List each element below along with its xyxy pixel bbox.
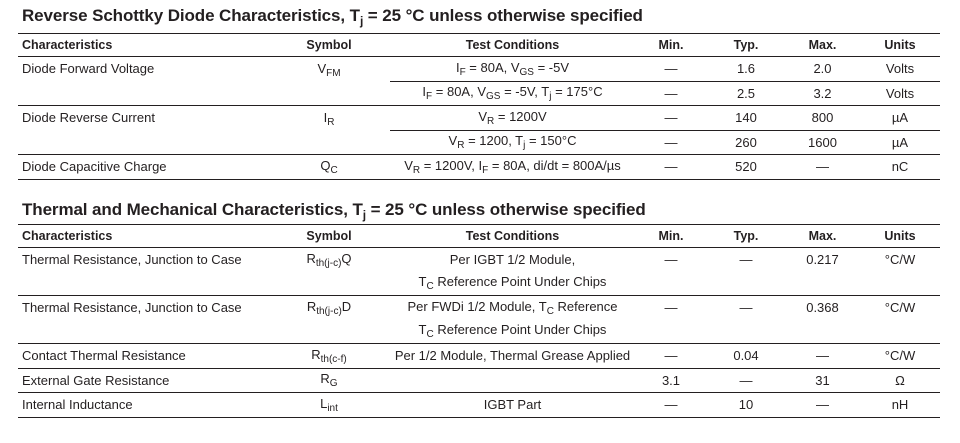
min-value: — [635, 155, 707, 180]
min-value: — [664, 61, 678, 77]
max-value: 2.0 [813, 61, 832, 77]
characteristic-name: External Gate Resistance [18, 368, 268, 393]
header-min: Min. [635, 225, 707, 248]
test-condition: Per IGBT 1/2 Module, [449, 252, 576, 268]
table-row [18, 320, 940, 344]
header-symbol: Symbol [268, 34, 390, 57]
header-max: Max. [785, 225, 860, 248]
max-value: 800 [785, 106, 860, 131]
header-test-conditions: Test Conditions [390, 34, 635, 57]
header-min: Min. [635, 34, 707, 57]
table-row [18, 296, 940, 320]
test-condition: IGBT Part [390, 393, 635, 418]
units-value: °C/W [884, 252, 916, 268]
schottky-header-row [18, 34, 940, 57]
max-value: 3.2 [785, 81, 860, 106]
test-condition [390, 368, 635, 393]
test-condition: $V_R = 1200V$, $I_F = 80A$, di/dt = 800A/µs [390, 155, 635, 180]
header-characteristics: Characteristics [18, 34, 268, 57]
units-value: Volts [885, 61, 915, 77]
units-value: °C/W [860, 344, 940, 369]
test-condition: $T_C$ Reference Point Under Chips [418, 274, 607, 293]
thermal-section-title: Thermal and Mechanical Characteristics, $T_j = 25$ °C unless otherwise specified [22, 200, 646, 222]
table-row [18, 272, 940, 296]
units-value: µA [860, 130, 940, 155]
symbol: $R_{th(j-c)}D$ [268, 296, 390, 320]
min-value: — [635, 344, 707, 369]
thermal-table [18, 224, 940, 418]
table-row [18, 393, 940, 418]
min-value: — [635, 106, 707, 131]
thermal-header-row [18, 225, 940, 248]
table-row [18, 57, 940, 82]
characteristic-name: Diode Reverse Current [18, 106, 268, 155]
characteristic-name: Diode Capacitive Charge [18, 155, 268, 180]
table-row [18, 155, 940, 180]
units-value: nC [860, 155, 940, 180]
max-value: 31 [785, 368, 860, 393]
max-value: 0.368 [785, 296, 860, 320]
max-value: 1600 [785, 130, 860, 155]
symbol: $R_G$ [268, 368, 390, 393]
typ-value: 140 [707, 106, 785, 131]
symbol: $Q_C$ [268, 155, 390, 180]
units-value: µA [860, 106, 940, 131]
typ-value: 2.5 [707, 81, 785, 106]
min-value: — [635, 296, 707, 320]
min-value: — [664, 252, 678, 268]
symbol: $R_{th(j-c)}Q$ [306, 250, 352, 269]
units-value: Volts [860, 81, 940, 106]
min-value: 3.1 [635, 368, 707, 393]
max-value: — [785, 393, 860, 418]
typ-value: 520 [707, 155, 785, 180]
test-condition: Per FWDi 1/2 Module, $T_C$ Reference [390, 296, 635, 320]
test-condition: $V_R = 1200$, $T_j = 150^\circ C$ [390, 130, 635, 155]
characteristic-name: Contact Thermal Resistance [18, 344, 268, 369]
schottky-table [18, 33, 940, 180]
header-characteristics: Characteristics [18, 225, 268, 248]
characteristic-name: Diode Forward Voltage [22, 61, 155, 76]
typ-value: 10 [707, 393, 785, 418]
table-row [18, 368, 940, 393]
max-value: — [785, 155, 860, 180]
table-row [18, 106, 940, 131]
max-value: 0.217 [806, 252, 839, 268]
typ-value: — [707, 368, 785, 393]
typ-value: 1.6 [736, 61, 756, 77]
test-condition: Per 1/2 Module, Thermal Grease Applied [390, 344, 635, 369]
header-max: Max. [785, 34, 860, 57]
test-condition: $T_C$ Reference Point Under Chips [418, 322, 607, 341]
units-value: °C/W [860, 296, 940, 320]
characteristic-name: Internal Inductance [18, 393, 268, 418]
min-value: — [635, 81, 707, 106]
schottky-section-title: Reverse Schottky Diode Characteristics, $T_j = 25$ °C unless otherwise specified [22, 6, 643, 28]
table-row [18, 248, 940, 272]
symbol: $R_{th(c-f)}$ [268, 344, 390, 369]
typ-value: — [707, 296, 785, 320]
test-condition: $I_F = 80A$, $V_{GS} = -5V$, $T_j = 175^\circ C$ [390, 81, 635, 106]
characteristic-name: Thermal Resistance, Junction to Case [18, 296, 268, 320]
header-units: Units [860, 34, 940, 57]
characteristic-name: Thermal Resistance, Junction to Case [22, 252, 242, 268]
max-value: — [785, 344, 860, 369]
units-value: Ω [860, 368, 940, 393]
header-symbol: Symbol [268, 225, 390, 248]
typ-value: 0.04 [707, 344, 785, 369]
table-row [18, 344, 940, 369]
min-value: — [635, 130, 707, 155]
units-value: nH [860, 393, 940, 418]
min-value: — [635, 393, 707, 418]
typ-value: — [739, 252, 753, 268]
header-units: Units [860, 225, 940, 248]
header-test-conditions: Test Conditions [390, 225, 635, 248]
symbol: $I_R$ [268, 106, 390, 155]
header-typ: Typ. [707, 34, 785, 57]
symbol: $L_{int}$ [268, 393, 390, 418]
header-typ: Typ. [707, 225, 785, 248]
symbol: $V_{FM}$ [317, 61, 341, 79]
typ-value: 260 [707, 130, 785, 155]
test-condition: $V_R = 1200V$ [390, 106, 635, 131]
test-condition: $I_F = 80A$, $V_{GS} = -5V$ [455, 59, 570, 78]
